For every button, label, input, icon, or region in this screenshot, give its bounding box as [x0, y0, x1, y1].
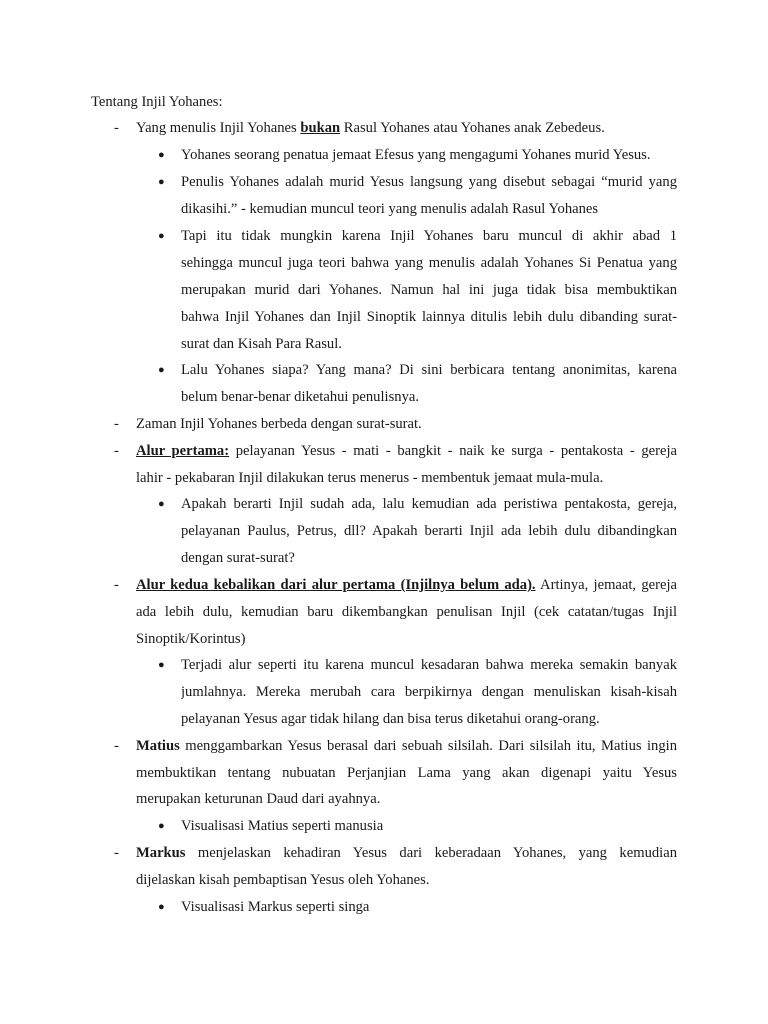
bullet-anonimitas-line: belum benar-benar diketahui penulisnya.: [181, 389, 419, 405]
bullet-abad-line: surat dan Kisah Para Rasul.: [181, 336, 342, 352]
dash-marker: -: [114, 443, 119, 459]
matius-label: Matius: [136, 738, 180, 754]
list-item-alur-kedua: Alur kedua kebalikan dari alur pertama (Injilnya belum ada). Artinya, jemaat, gereja: [136, 577, 677, 593]
bullet-marker: ●: [158, 176, 165, 188]
bullet-penatua: Yohanes seorang penatua jemaat Efesus yang mengagumi Yohanes murid Yesus.: [181, 147, 651, 163]
bullet-marker: ●: [158, 230, 165, 242]
bullet-marker: ●: [158, 149, 165, 161]
bullet-marker: ●: [158, 364, 165, 376]
bullet-marker: ●: [158, 820, 165, 832]
bullet-abad-line: merupakan murid dari Yohanes. Namun hal ini juga tidak bisa membuktikan: [181, 282, 677, 298]
dash-marker: -: [114, 577, 119, 593]
bullet-kesadaran-line: pelayanan Yesus agar tidak hilang dan bisa terus diketahui orang-orang.: [181, 711, 600, 727]
bullet-pentakosta-line: Apakah berarti Injil sudah ada, lalu kemudian ada peristiwa pentakosta, gereja,: [181, 496, 677, 512]
dash-marker: -: [114, 416, 119, 432]
alur-kedua-label: Alur kedua kebalikan dari alur pertama (Injilnya belum ada).: [136, 577, 536, 593]
alur-pertama-label: Alur pertama:: [136, 443, 230, 459]
bullet-kesadaran-line: Terjadi alur seperti itu karena muncul kesadaran bahwa mereka semakin banyak: [181, 657, 677, 673]
bullet-marker: ●: [158, 498, 165, 510]
list-item-alur-pertama: Alur pertama: pelayanan Yesus - mati - bangkit - naik ke surga - pentakosta - gereja: [136, 443, 677, 459]
bullet-visualisasi-matius: Visualisasi Matius seperti manusia: [181, 818, 384, 834]
dash-marker: -: [114, 120, 119, 136]
list-item-markus: Markus menjelaskan kehadiran Yesus dari keberadaan Yohanes, yang kemudian: [136, 845, 677, 861]
section-heading: Tentang Injil Yohanes:: [91, 94, 223, 110]
matius-line: merupakan keturunan Daud dari ayahnya.: [136, 791, 381, 807]
bullet-marker: ●: [158, 901, 165, 913]
bullet-pentakosta-line: pelayanan Paulus, Petrus, dll? Apakah berarti Injil ada lebih dulu dibandingkan: [181, 523, 677, 539]
markus-label: Markus: [136, 845, 186, 861]
bullet-abad-line: bahwa Injil Yohanes dan Injil Sinoptik lainnya ditulis lebih dulu dibanding surat-: [181, 309, 677, 325]
alur-kedua-line: Sinoptik/Korintus): [136, 631, 246, 647]
bullet-anonimitas-line: Lalu Yohanes siapa? Yang mana? Di sini berbicara tentang anonimitas, karena: [181, 362, 677, 378]
alur-pertama-line: lahir - pekabaran Injil dilakukan terus menerus - membentuk jemaat mula-mula.: [136, 470, 604, 486]
bullet-murid-line: dikasihi.” - kemudian muncul teori yang menulis adalah Rasul Yohanes: [181, 201, 599, 217]
bullet-abad-line: sehingga muncul juga teori bahwa yang menulis adalah Yohanes Si Penatua yang: [181, 255, 677, 271]
dash-marker: -: [114, 845, 119, 861]
emphasis-bukan: bukan: [300, 120, 341, 136]
bullet-kesadaran-line: jumlahnya. Mereka merubah cara berpikirnya dengan menuliskan kisah-kisah: [181, 684, 677, 700]
list-item-zaman: Zaman Injil Yohanes berbeda dengan surat-surat.: [136, 416, 422, 432]
alur-kedua-line: ada lebih dulu, kemudian baru dikembangkan penulisan Injil (cek catatan/tugas Injil: [136, 604, 677, 620]
dash-marker: -: [114, 738, 119, 754]
bullet-visualisasi-markus: Visualisasi Markus seperti singa: [181, 899, 370, 915]
bullet-abad-line: Tapi itu tidak mungkin karena Injil Yohanes baru muncul di akhir abad 1: [181, 228, 677, 244]
markus-line: dijelaskan kisah pembaptisan Yesus oleh Yohanes.: [136, 872, 430, 888]
bullet-murid-line: Penulis Yohanes adalah murid Yesus langsung yang disebut sebagai “murid yang: [181, 174, 677, 190]
bullet-pentakosta-line: dengan surat-surat?: [181, 550, 295, 566]
matius-line: membuktikan tentang nubuatan Perjanjian Lama yang akan digenapi yaitu Yesus: [136, 765, 677, 781]
list-item-matius: Matius menggambarkan Yesus berasal dari sebuah silsilah. Dari silsilah itu, Matius ingin: [136, 738, 677, 754]
list-item-author: Yang menulis Injil Yohanes bukan Rasul Yohanes atau Yohanes anak Zebedeus.: [136, 120, 605, 136]
bullet-marker: ●: [158, 659, 165, 671]
